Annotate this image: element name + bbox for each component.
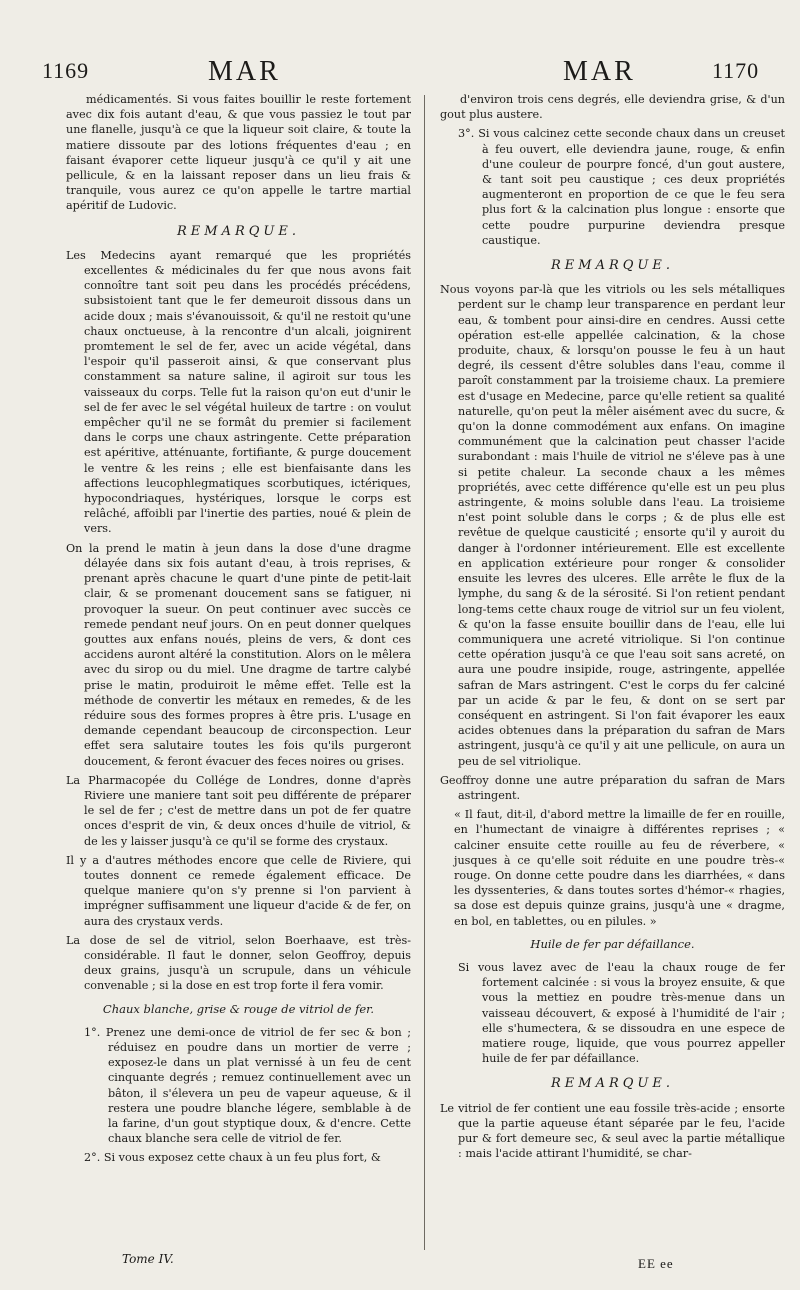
section-heading: REMARQUE. [550,258,674,274]
right-column [440,92,785,1165]
paragraph: d'environ trois cens degrés, elle deviendra grise, & d'un gout plus austere. [440,93,785,122]
paragraph: Le vitriol de fer contient une eau fossile très-acide ; ensorte que la partie aqueuse étant séparée par le feu, l'acide pur & fort demeure sec, & seul avec la partie métallique : mais l'acide attirant l'humidité, se char- [440,1101,785,1161]
paragraph: On la prend le matin à jeun dans la dose d'une dragme délayée dans six fois autant d'eau, à trois reprises, & prenant après chacune le quart d'une pinte de petit-lait clair, & se promenant doucement sans se fatiguer, ni provoquer la sueur. On peut continuer avec succès ce remede pendant neuf jours. On en peut donner quelques gouttes aux enfans noués, pleins de vers, & dont ces accidens auront altéré la constitution. Alors on le mêlera avec du sirop ou du miel. Une dragme de tartre calybé prise le matin, produiroit le même effet. Telle est la méthode de convertir les métaux en remedes, & de les réduire sous des formes propres à être pris. L'usage en demande cependant beaucoup de circonspection. Leur effet sera salutaire toutes les fois qu'ils purgeront doucement, & feront évacuer des feces noires ou grises. [66,541,411,768]
subsection-heading: Huile de fer par défaillance. [530,936,695,951]
section-heading: REMARQUE. [176,223,300,239]
paragraph: Les Medecins ayant remarqué que les propriétés excellentes & médicinales du fer que nous avons fait connoître tant soit peu dans les procédés précédens, subsistoient tant que le fer demeuroit dissous dans un acide doux ; mais s'évanouissoit, & qu'il ne restoit qu'une chaux onctueuse, à la rencontre d'un alcali, joignirent promtement le sel de fer, avec un acide végétal, dans l'espoir qu'il passeroit ainsi, & que conservant plus constamment sa nature saline, il agiroit sur tous les vaisseaux du corps. Telle fut la raison qu'on eut d'unir le sel de fer avec le sel végétal huileux de tartre : on voulut empêcher qu'il ne se formât du premier si facilement dans le corps une chaux astringente. Cette préparation est apéritive, atténuante, fortifiante, & purge doucement le ventre & les reins ; elle est bienfaisante dans les affections leucophlegmatiques scorbutiques, ictériques, hypocondriaques, hystériques, lorsque le corps est relâché, affoibli par l'inertie des parties, noué & plein de vers. [66,248,411,536]
running-head-left: MAR [208,56,281,87]
paragraph: « Il faut, dit-il, d'abord mettre la limaille de fer en rouille, en l'humectant de vinaigre à différentes reprises ; « calciner ensuite cette rouille au feu de réverbere, « jusques à ce qu'elle soit réduite en une poudre très-« rouge. On donne cette poudre dans les diarrhées, « dans les dyssenteries, & dans toutes sortes d'hémor-« rhagies, sa dose est depuis quinze grains, jusqu'à une « dragme, en bol, en tablettes, ou en pilules. » [454,808,785,928]
paragraph: Geoffroy donne une autre préparation du safran de Mars astringent. [440,773,785,802]
page-number-right: 1170 [712,58,760,83]
paragraph: 3°. Si vous calcinez cette seconde chaux dans un creuset à feu ouvert, elle deviendra jaune, rouge, & enfin d'une couleur de pourpre foncé, d'un gout austere, & tant soit peu caustique ; ces deux propriétés augmenteront en proportion de ce que le feu sera plus fort & la calcination plus longue : ensorte que cette poudre purpurine deviendra presque caustique. [458,127,785,247]
column-divider [424,95,425,1250]
page-number-left: 1169 [42,58,90,83]
paragraph: La Pharmacopée du Collége de Londres, donne d'après Riviere une maniere tant soit peu différente de préparer le sel de fer ; c'est de mettre dans un pot de fer quatre onces d'esprit de vin, & deux onces d'huile de vitriol, & de les y laisser jusqu'à ce qu'il se forme des crystaux. [66,773,411,848]
left-column [66,92,411,1170]
section-heading: REMARQUE. [550,1076,674,1092]
paragraph: Si vous lavez avec de l'eau la chaux rouge de fer fortement calcinée : si vous la broyez ensuite, & que vous la mettiez en poudre très-menue dans un vaisseau découvert, & exposé à l'humidité de l'air ; elle s'humectera, & se dissoudra en une espece de matiere rouge, liquide, que vous pourrez appeller huile de fer par défaillance. [458,960,785,1066]
running-head-right: MAR [563,56,636,87]
paragraph: Il y a d'autres méthodes encore que celle de Riviere, qui toutes donnent ce remede également efficace. De quelque maniere qu'on s'y prenne si l'on parvient à imprégner suffisamment une liqueur d'acide & de fer, on aura des crystaux verds. [66,853,411,928]
signature-mark: EE ee [638,1256,674,1271]
subsection-heading: Chaux blanche, grise & rouge de vitriol de fer. [102,1001,375,1016]
paragraph: 2°. Si vous exposez cette chaux à un feu plus fort, & [84,1151,381,1165]
volume-label: Tome IV. [122,1252,174,1266]
paragraph: Nous voyons par-là que les vitriols ou les sels métalliques perdent sur le champ leur transparence en perdant leur eau, & tombent pour ainsi-dire en cendres. Aussi cette opération est-elle appellée calcination, & la chose produite, chaux, & lorsqu'on pousse le feu à un haut degré, ils cessent d'être solubles dans l'eau, comme il paroît constamment par la troisieme chaux. La premiere est d'usage en Medecine, parce qu'elle retient sa qualité naturelle, qu'on peut la mêler aisément avec du sucre, & qu'on la donne commodément aux enfans. On imagine communément que la calcination peut chasser l'acide surabondant : mais l'huile de vitriol ne s'éleve pas à une si petite chaleur. La seconde chaux a les mêmes propriétés, avec cette différence qu'elle est un peu plus astringente, & moins soluble dans l'eau. La troisieme n'est point soluble dans le corps ; & de plus elle est revêtue de quelque causticité ; ensorte qu'il y auroit du danger à l'ordonner intérieurement. Elle est excellente en application extérieure pour ronger & consolider ensuite les levres des ulceres. Elle arrête le flux de la lymphe, du sang & de la sérosité. Si l'on retient pendant long-tems cette chaux rouge de vitriol sur un feu violent, & qu'on la fasse ensuite bouillir dans de l'eau, elle lui communiquera une acreté vitriolique. Si l'on continue cette opération jusqu'à ce que l'eau soit sans acreté, on aura une poudre insipide, rouge, astringente, appellée safran de Mars astringent. C'est le corps du fer calciné par un acide & par le feu, & dont on se sert par conséquent en astringent. Si l'on fait évaporer les eaux acides obtenues dans la préparation du safran de Mars astringent, jusqu'à ce qu'il y ait une pellicule, on aura un peu de sel vitriolique. [440,283,785,768]
paragraph: médicamentés. Si vous faites bouillir le reste fortement avec dix fois autant d'eau, & que vous passiez le tout par une flanelle, jusqu'à ce que la liqueur soit claire, & toute la matiere dissoute par des lotions fréquentes d'eau ; en faisant évaporer cette liqueur jusqu'à ce qu'il y ait une pellicule, & en la laissant reposer dans un lieu frais & tranquile, vous aurez ce qu'on appelle le tartre martial apéritif de Ludovic. [66,93,411,213]
paragraph: La dose de sel de vitriol, selon Boerhaave, est très-considérable. Il faut le donner, selon Geoffroy, depuis deux grains, jusqu'à un scrupule, dans un véhicule convenable ; si la dose en est trop forte il fera vomir. [66,933,411,993]
paragraph: 1°. Prenez une demi-once de vitriol de fer sec & bon ; réduisez en poudre dans un mortier de verre ; exposez-le dans un plat vernissé à un feu de cent cinquante degrés ; remuez continuellement avec un bâton, il s'élevera un peu de vapeur aqueuse, & il restera une poudre blanche légere, semblable à de la farine, d'un gout styptique doux, & d'encre. Cette chaux blanche sera celle de vitriol de fer. [84,1025,411,1146]
